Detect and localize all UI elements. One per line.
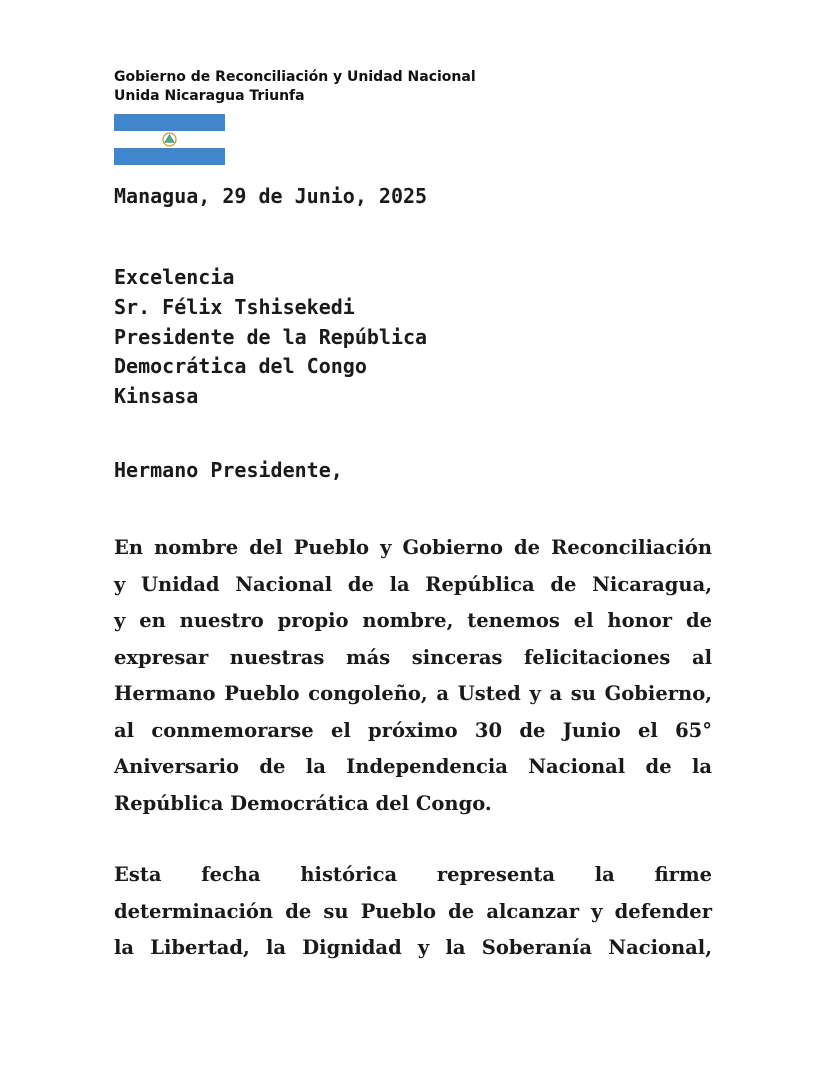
body-paragraph-2 — [114, 857, 712, 967]
paragraph-line: y en nuestro propio nombre, tenemos el honor de — [114, 609, 712, 632]
recipient-line: Excelencia — [114, 265, 235, 289]
paragraph-line: En nombre del Pueblo y Gobierno de Reconciliación — [114, 536, 712, 559]
letter-date: Managua, 29 de Junio, 2025 — [114, 184, 428, 208]
paragraph-line: la Libertad, la Dignidad y la Soberanía Nacional, — [114, 936, 712, 959]
paragraph-line: República Democrática del Congo. — [114, 791, 492, 815]
paragraph-line: expresar nuestras más sinceras felicitaciones al — [114, 645, 712, 669]
salutation: Hermano Presidente, — [114, 458, 343, 482]
paragraph-line: Esta fecha histórica representa la firme — [114, 863, 712, 886]
recipient-block — [114, 263, 427, 412]
recipient-line: Presidente de la República — [114, 324, 428, 349]
paragraph-line: al conmemorarse el próximo 30 de Junio el 65° — [114, 718, 712, 742]
paragraph-line: y Unidad Nacional de la República de Nicaragua, — [114, 572, 712, 596]
recipient-line: Kinsasa — [114, 384, 199, 408]
nicaragua-flag-icon — [114, 114, 225, 165]
recipient-line: Democrática del Congo — [114, 354, 367, 379]
paragraph-line: Hermano Pueblo congoleño, a Usted y a su Gobierno, — [114, 682, 712, 705]
paragraph-line: Aniversario de la Independencia Nacional de la — [114, 755, 712, 778]
letterhead-government-name: Gobierno de Reconciliación y Unidad Nacional — [114, 69, 476, 85]
body-paragraph-1 — [114, 530, 712, 822]
paragraph-line: determinación de su Pueblo de alcanzar y defender — [114, 899, 712, 923]
letterhead-motto: Unida Nicaragua Triunfa — [114, 88, 305, 104]
letterhead — [114, 68, 476, 106]
recipient-line: Sr. Félix Tshisekedi — [114, 294, 355, 319]
